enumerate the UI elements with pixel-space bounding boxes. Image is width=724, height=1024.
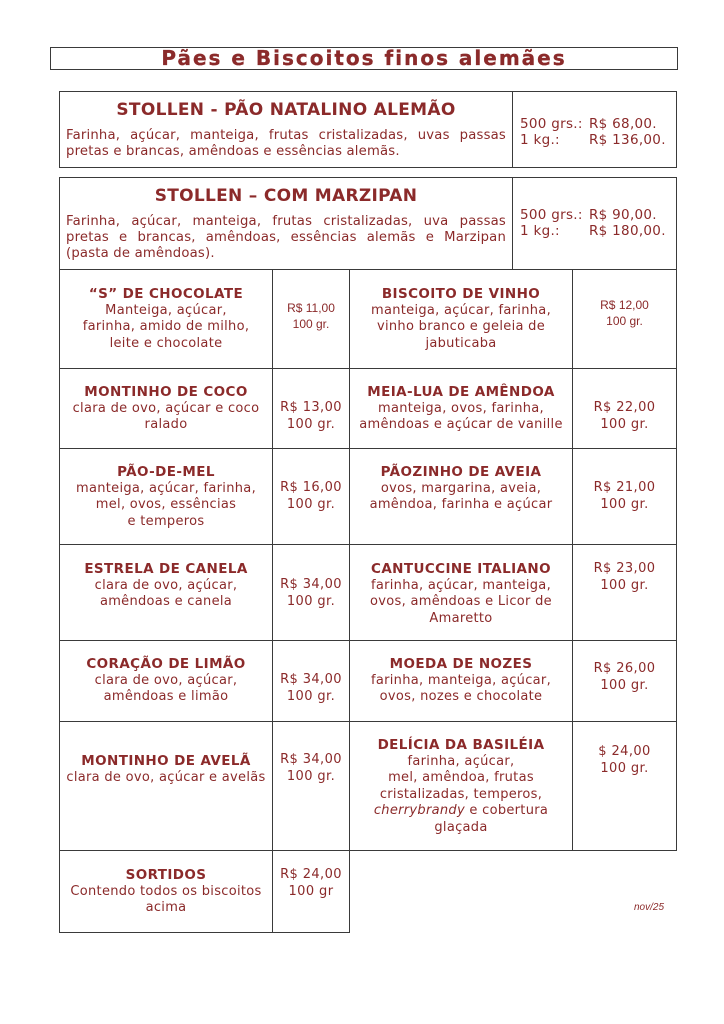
price-unit: 100 gr.: [286, 688, 336, 704]
item-name: MEIA-LUA DE AMÊNDOA: [367, 384, 555, 400]
price-biscoito-vinho: [574, 297, 675, 329]
item-moeda-nozes: [351, 656, 571, 706]
item-name: BISCOITO DE VINHO: [381, 286, 541, 302]
item-coracao-limao: [61, 656, 271, 706]
item-desc-line: amêndoas e açúcar de vanille: [359, 417, 563, 432]
divider: [512, 91, 513, 168]
item-desc-line: farinha, amido de milho,: [82, 319, 250, 334]
item-desc-line: jabuticaba: [425, 335, 497, 351]
item-name: ESTRELA DE CANELA: [84, 561, 248, 577]
stollen-price-1kg: 1 kg.:: [520, 132, 560, 148]
price-montinho-avela: [274, 752, 348, 785]
item-desc-line: leite e chocolate: [109, 335, 223, 351]
item-name: MOEDA DE NOZES: [389, 656, 533, 672]
item-name: CANTUCCINE ITALIANO: [371, 561, 551, 577]
item-cantuccine: [351, 561, 571, 627]
item-desc-line: manteiga, ovos, farinha,: [378, 400, 544, 416]
item-desc-line: glaçada: [434, 819, 488, 835]
price-pao-de-mel: [274, 480, 348, 513]
price-value: R$ 34,00: [280, 752, 342, 767]
price-value: $ 24,00: [598, 744, 651, 759]
item-sortidos: [61, 867, 271, 917]
footer-date: nov/25: [634, 902, 665, 913]
grid-line: [59, 932, 350, 933]
price-value: R$ 22,00: [593, 400, 656, 415]
price-unit: 100 gr.: [286, 496, 336, 512]
price-estrela-canela: [274, 577, 348, 610]
desc-rest: e cobertura: [464, 803, 549, 818]
item-desc-line: amêndoas e canela: [99, 594, 233, 609]
marzipan-price-1kg: 1 kg.:: [520, 223, 560, 239]
stollen-description: Farinha, açúcar, manteiga, frutas cristalizadas, uvas passas pretas e brancas, amêndoas e essências alemãs.: [66, 128, 506, 159]
marzipan-price-500: 500 grs.:: [520, 207, 583, 223]
stollen-price-500-value: R$ 68,00.: [589, 116, 657, 132]
price-paozinho-aveia: [574, 480, 675, 513]
price-unit: 100 gr.: [600, 677, 649, 693]
price-unit: 100 gr.: [600, 760, 649, 776]
item-desc-line: amêndoa, farinha e açúcar: [369, 497, 553, 512]
price-unit: 100 gr: [288, 883, 334, 899]
price-s-chocolate: [274, 300, 348, 332]
item-estrela-canela: [61, 561, 271, 611]
price-montinho-coco: [274, 400, 348, 433]
item-desc-line: ovos, margarina, aveia,: [380, 480, 542, 496]
price-value: R$ 11,00: [287, 301, 335, 315]
item-desc-line: clara de ovo, açúcar,: [94, 672, 238, 688]
price-value: R$ 34,00: [280, 577, 342, 592]
price-value: R$ 12,00: [600, 298, 649, 312]
stollen-name: STOLLEN - PÃO NATALINO ALEMÃO: [116, 100, 456, 120]
price-value: R$ 13,00: [280, 400, 342, 415]
stollen-price-1kg-value: R$ 136,00.: [589, 132, 666, 148]
item-desc-line: farinha, açúcar,: [407, 753, 515, 769]
price-delicia-basileia: [574, 744, 675, 777]
price-value: R$ 34,00: [280, 672, 342, 687]
price-value: R$ 24,00: [280, 867, 342, 882]
price-unit: 100 gr.: [292, 317, 330, 331]
price-value: R$ 21,00: [593, 480, 656, 495]
page-title: Pães e Biscoitos finos alemães: [50, 47, 678, 70]
stollen-price-500: 500 grs.:: [520, 116, 583, 132]
marzipan-price-1kg-value: R$ 180,00.: [589, 223, 666, 239]
grid-line: [59, 640, 677, 641]
item-desc-line: Contendo todos os biscoitos: [70, 883, 262, 899]
price-value: R$ 16,00: [280, 480, 342, 495]
item-name: DELÍCIA DA BASILÉIA: [377, 737, 545, 753]
item-desc-line: clara de ovo, açúcar,: [94, 577, 238, 593]
item-desc-line: Amaretto: [429, 610, 493, 626]
item-name: PÃO-DE-MEL: [117, 464, 215, 480]
price-meia-lua: [574, 400, 675, 433]
item-s-chocolate: [61, 286, 271, 352]
item-desc-line: mel, ovos, essências: [95, 497, 237, 512]
price-unit: 100 gr.: [600, 577, 649, 593]
item-desc-line: vinho branco e geleia de: [376, 319, 546, 334]
item-name: PÃOZINHO DE AVEIA: [380, 464, 542, 480]
item-desc-line: clara de ovo, açúcar e coco: [72, 400, 260, 416]
price-value: R$ 26,00: [593, 661, 656, 676]
price-unit: 100 gr.: [606, 314, 643, 328]
item-pao-de-mel: [61, 464, 271, 530]
grid-line: [676, 269, 677, 851]
grid-line: [59, 850, 677, 851]
stollen-marzipan-name: STOLLEN – COM MARZIPAN: [154, 186, 418, 206]
item-name: MONTINHO DE COCO: [84, 384, 248, 400]
italic-text: cherrybrandy: [373, 803, 465, 818]
price-coracao-limao: [274, 672, 348, 705]
item-desc-line: e temperos: [127, 513, 205, 529]
item-montinho-avela: [61, 753, 271, 786]
price-unit: 100 gr.: [286, 768, 336, 784]
item-desc-line: farinha, açúcar, manteiga,: [370, 577, 551, 593]
grid-line: [59, 721, 677, 722]
item-desc-line: manteiga, açúcar, farinha,: [370, 302, 551, 318]
item-desc-line: acima: [145, 900, 187, 915]
grid-line: [59, 544, 677, 545]
price-sortidos: [274, 867, 348, 900]
item-montinho-coco: [61, 384, 271, 434]
grid-line: [59, 448, 677, 449]
item-desc-line: ralado: [144, 417, 188, 432]
item-name: “S” DE CHOCOLATE: [88, 286, 244, 302]
item-desc-line: farinha, manteiga, açúcar,: [370, 672, 551, 688]
item-desc-line: manteiga, açúcar, farinha,: [75, 480, 256, 496]
divider: [512, 177, 513, 270]
item-desc-line: cristalizadas, temperos,: [379, 786, 543, 802]
item-delicia-basileia: [351, 737, 571, 836]
stollen-marzipan-description: Farinha, açúcar, manteiga, frutas cristalizadas, uva passas pretas e brancas, amêndoas, essências alemãs e Marzipan (pasta de amêndoas).: [66, 214, 506, 261]
item-meia-lua: [351, 384, 571, 434]
item-desc-line: Manteiga, açúcar,: [105, 302, 227, 318]
price-unit: 100 gr.: [286, 416, 336, 432]
item-desc-line: clara de ovo, açúcar e avelãs: [66, 769, 266, 785]
item-name: SORTIDOS: [125, 867, 207, 883]
item-name: CORAÇÃO DE LIMÃO: [86, 656, 246, 672]
price-unit: 100 gr.: [286, 593, 336, 609]
item-desc-line: ovos, nozes e chocolate: [379, 689, 543, 704]
price-moeda-nozes: [574, 661, 675, 694]
item-biscoito-vinho: [351, 286, 571, 352]
price-value: R$ 23,00: [593, 561, 656, 576]
marzipan-price-500-value: R$ 90,00.: [589, 207, 657, 223]
price-unit: 100 gr.: [600, 416, 649, 432]
price-unit: 100 gr.: [600, 496, 649, 512]
item-desc-line: amêndoas e limão: [103, 689, 229, 704]
item-desc-line: ovos, amêndoas e Licor de: [370, 594, 552, 609]
item-name: MONTINHO DE AVELÃ: [81, 753, 251, 769]
item-desc-line: mel, amêndoa, frutas: [388, 770, 534, 785]
grid-line: [59, 368, 677, 369]
item-paozinho-aveia: [351, 464, 571, 514]
item-desc-line: [351, 803, 571, 820]
price-cantuccine: [574, 561, 675, 594]
